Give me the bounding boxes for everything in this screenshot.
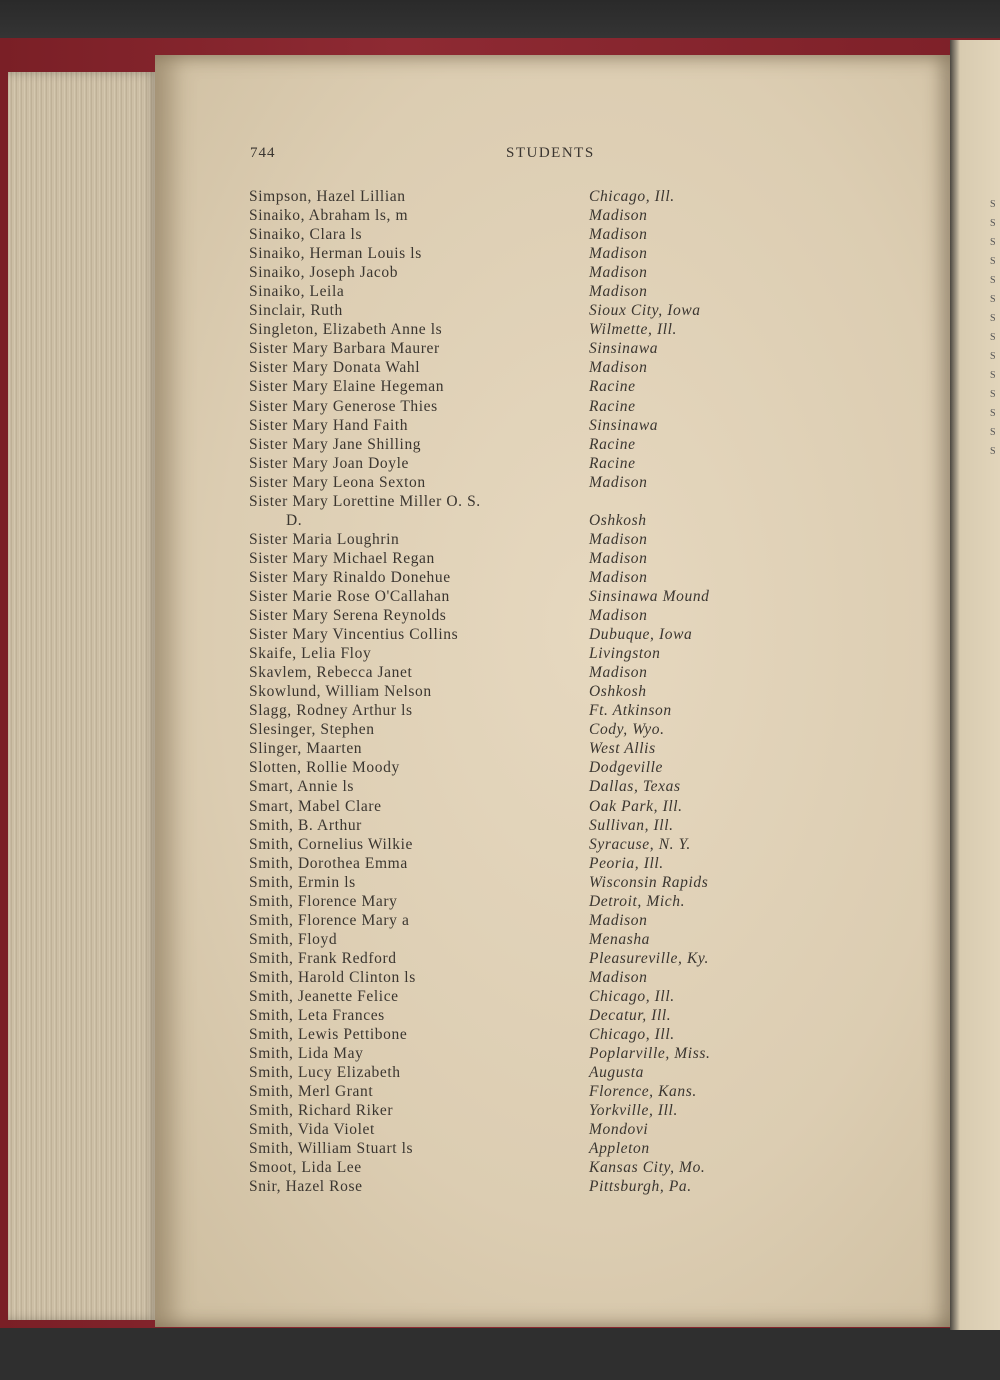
list-item [249,283,769,302]
student-name: Sister Mary Barbara Maurer [249,340,440,358]
student-hometown: Chicago, Ill. [589,987,675,1005]
list-item [249,683,769,702]
facing-page-letter: S [990,370,996,381]
student-hometown: Madison [589,283,648,301]
list-item [249,245,769,264]
student-hometown: Racine [589,454,636,472]
student-name: Smith, Frank Redford [249,949,397,967]
student-name: Sinaiko, Clara ls [249,226,363,244]
student-hometown: Yorkville, Ill. [589,1102,678,1120]
student-hometown: Livingston [589,645,661,663]
facing-page-letter: S [990,389,996,400]
student-hometown: Racine [589,435,636,453]
student-name: Sinaiko, Herman Louis ls [249,245,422,263]
student-name: Smith, Lida May [249,1045,364,1063]
student-hometown: Dubuque, Iowa [589,626,693,644]
student-hometown: Dodgeville [589,759,664,777]
student-hometown: Madison [589,549,648,567]
list-item [249,512,769,531]
student-name: Slinger, Maarten [249,740,363,758]
student-hometown: Dallas, Texas [589,778,681,796]
list-item [249,436,769,455]
list-item [249,1083,769,1102]
student-name: Smart, Mabel Clare [249,797,382,815]
student-name: Singleton, Elizabeth Anne ls [249,321,443,339]
list-item [249,340,769,359]
student-name: Smith, Vida Violet [249,1121,375,1139]
student-name: Smart, Annie ls [249,778,355,796]
facing-page-letter: S [990,218,996,229]
student-name: Skowlund, William Nelson [249,683,432,701]
student-name: Sister Mary Rinaldo Donehue [249,568,451,586]
student-name: Simpson, Hazel Lillian [249,188,406,205]
page-edges [8,72,158,1320]
student-name: Slagg, Rodney Arthur ls [249,702,413,720]
list-item [249,1007,769,1026]
list-item [249,1159,769,1178]
list-item [249,1045,769,1064]
student-hometown: Cody, Wyo. [589,721,665,739]
student-hometown: Decatur, Ill. [589,1007,672,1025]
student-name: Skavlem, Rebecca Janet [249,664,413,682]
student-hometown: Chicago, Ill. [589,188,675,205]
student-hometown: Pittsburgh, Pa. [589,1178,692,1196]
list-item [249,188,769,207]
list-item [249,798,769,817]
student-name: Smith, Merl Grant [249,1083,374,1101]
list-item [249,740,769,759]
student-name: Smoot, Lida Lee [249,1159,362,1177]
student-list [249,188,769,1197]
list-item [249,1064,769,1083]
list-item [249,474,769,493]
student-name: Sister Mary Elaine Hegeman [249,378,445,396]
student-hometown: Madison [589,207,648,225]
student-hometown: Madison [589,607,648,625]
student-name: Sister Mary Joan Doyle [249,454,409,472]
list-item [249,378,769,397]
facing-page-letter: S [990,237,996,248]
list-item [249,664,769,683]
student-hometown: Ft. Atkinson [589,702,672,720]
facing-page-letter: S [990,332,996,343]
student-name: Slotten, Rollie Moody [249,759,400,777]
facing-page-letter: S [990,199,996,210]
list-item [249,455,769,474]
student-name: D. [286,511,303,529]
student-hometown: Sinsinawa [589,416,659,434]
student-name: Sister Mary Serena Reynolds [249,607,447,625]
list-item [249,550,769,569]
list-item [249,226,769,245]
student-name: Snir, Hazel Rose [249,1178,363,1196]
student-name: Sinaiko, Joseph Jacob [249,264,399,282]
student-hometown: Sinsinawa Mound [589,587,710,605]
student-name: Smith, Cornelius Wilkie [249,835,414,853]
student-hometown: Madison [589,264,648,282]
list-item [249,1121,769,1140]
student-hometown: Madison [589,226,648,244]
student-name: Smith, Floyd [249,930,338,948]
student-hometown: Syracuse, N. Y. [589,835,691,853]
student-name: Sister Mary Lorettine Miller O. S. [249,492,481,510]
student-name: Sinaiko, Abraham ls, m [249,207,409,225]
student-name: Sister Mary Donata Wahl [249,359,421,377]
student-hometown: Madison [589,530,648,548]
student-name: Smith, Jeanette Felice [249,987,399,1005]
student-hometown: Sullivan, Ill. [589,816,674,834]
facing-page-letter: S [990,446,996,457]
student-hometown: Racine [589,378,636,396]
list-item [249,778,769,797]
list-item [249,817,769,836]
student-hometown: Madison [589,664,648,682]
student-name: Sister Maria Loughrin [249,530,400,548]
student-hometown: Madison [589,359,648,377]
running-head: STUDENTS [506,145,595,161]
list-item [249,721,769,740]
student-hometown: Oak Park, Ill. [589,797,683,815]
list-item [249,874,769,893]
student-name: Sister Mary Jane Shilling [249,435,422,453]
student-name: Smith, William Stuart ls [249,1140,414,1158]
list-item [249,855,769,874]
facing-page-letter: S [990,313,996,324]
list-item [249,702,769,721]
student-name: Smith, Dorothea Emma [249,854,408,872]
student-name: Slesinger, Stephen [249,721,375,739]
list-item [249,531,769,550]
page-header [250,145,750,165]
list-item [249,1178,769,1197]
student-name: Smith, Florence Mary [249,892,398,910]
list-item [249,607,769,626]
list-item [249,893,769,912]
list-item [249,836,769,855]
list-item [249,264,769,283]
student-name: Skaife, Lelia Floy [249,645,372,663]
student-name: Smith, Florence Mary a [249,911,410,929]
facing-page-letter: S [990,427,996,438]
facing-page-letter: S [990,256,996,267]
list-item [249,359,769,378]
student-name: Sister Mary Leona Sexton [249,473,426,491]
list-item [249,969,769,988]
student-hometown: Oshkosh [589,683,647,701]
list-item [249,321,769,340]
student-hometown: Racine [589,397,636,415]
student-name: Sister Mary Vincentius Collins [249,626,459,644]
student-name: Smith, Harold Clinton ls [249,968,416,986]
list-item [249,1140,769,1159]
facing-page-text [990,195,1000,461]
list-item [249,912,769,931]
page-number: 744 [250,145,276,161]
student-hometown: Pleasureville, Ky. [589,949,709,967]
list-item [249,207,769,226]
student-name: Sister Mary Hand Faith [249,416,409,434]
student-hometown: West Allis [589,740,656,758]
list-item [249,1026,769,1045]
facing-page-letter: S [990,294,996,305]
list-item [249,302,769,321]
student-hometown: Madison [589,968,648,986]
list-item [249,988,769,1007]
student-hometown: Madison [589,473,648,491]
list-item [249,569,769,588]
student-name: Smith, Richard Riker [249,1102,394,1120]
student-hometown: Detroit, Mich. [589,892,686,910]
student-name: Sister Mary Generose Thies [249,397,438,415]
student-hometown: Wisconsin Rapids [589,873,709,891]
facing-page-letter: S [990,351,996,362]
student-name: Sinaiko, Leila [249,283,345,301]
student-name: Smith, Lucy Elizabeth [249,1064,401,1082]
list-item [249,398,769,417]
list-item [249,1102,769,1121]
student-hometown: Chicago, Ill. [589,1026,675,1044]
student-name: Sinclair, Ruth [249,302,343,320]
student-hometown: Mondovi [589,1121,649,1139]
student-hometown: Kansas City, Mo. [589,1159,706,1177]
student-hometown: Wilmette, Ill. [589,321,678,339]
list-item [249,950,769,969]
student-hometown: Madison [589,911,648,929]
student-hometown: Madison [589,245,648,263]
student-name: Smith, Lewis Pettibone [249,1026,408,1044]
list-item [249,588,769,607]
student-name: Smith, Leta Frances [249,1007,385,1025]
student-hometown: Poplarville, Miss. [589,1045,711,1063]
list-item [249,626,769,645]
student-hometown: Sinsinawa [589,340,659,358]
student-hometown: Augusta [589,1064,645,1082]
student-name: Sister Mary Michael Regan [249,549,435,567]
list-item [249,645,769,664]
list-item [249,759,769,778]
student-hometown: Peoria, Ill. [589,854,664,872]
student-hometown: Florence, Kans. [589,1083,697,1101]
student-name: Smith, B. Arthur [249,816,362,834]
student-hometown: Sioux City, Iowa [589,302,701,320]
student-hometown: Menasha [589,930,651,948]
student-hometown: Madison [589,568,648,586]
list-item [249,493,769,512]
facing-page-letter: S [990,408,996,419]
facing-page-letter: S [990,275,996,286]
student-name: Smith, Ermin ls [249,873,356,891]
list-item [249,931,769,950]
student-name: Sister Marie Rose O'Callahan [249,587,450,605]
list-item [249,417,769,436]
student-hometown: Oshkosh [589,511,647,529]
student-hometown: Appleton [589,1140,650,1158]
